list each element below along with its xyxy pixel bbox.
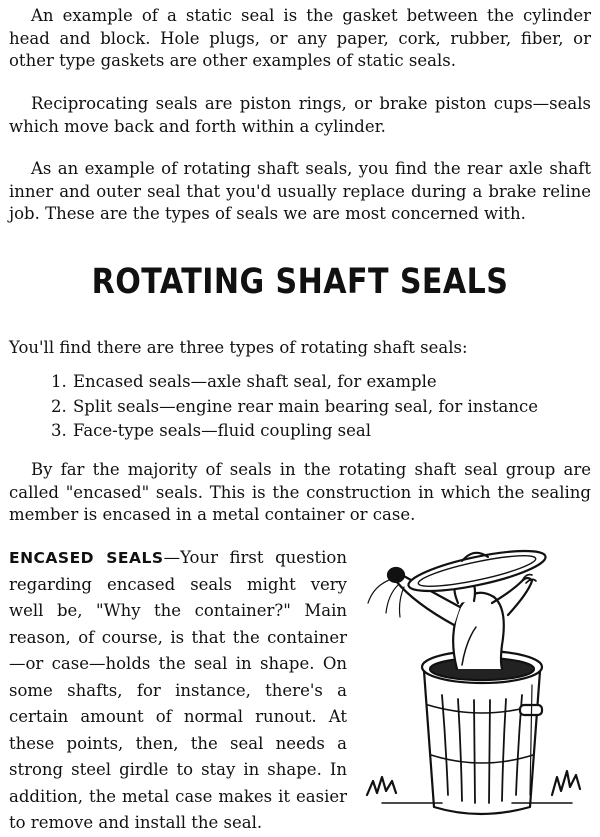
list-item bbox=[51, 395, 538, 420]
list-number: 2. bbox=[51, 396, 67, 416]
section-heading: ROTATING SHAFT SEALS bbox=[91, 262, 509, 302]
encased-seals-runin: ENCASED SEALS bbox=[9, 549, 164, 567]
majority-paragraph: By far the majority of seals in the rotating shaft seal group are called "encased" seals. This is the construction in which the sealing member is encased in a metal container or case. bbox=[9, 460, 591, 524]
encased-seals-text: —Your first question regarding encased seals might very well be, "Why the container?" Main reason, of course, is that the container—or case—holds the seal in shape. On some shafts, for instance, there's a certain amount of normal runout. At these points, then, the seal needs a strong steel girdle to stay in shape. In addition, the metal case makes it easier to remove and install the seal. bbox=[9, 548, 347, 832]
list-item bbox=[51, 370, 538, 395]
seal-types-list bbox=[51, 370, 538, 444]
rotating-seal-paragraph: As an example of rotating shaft seals, you find the rear axle shaft inner and outer seal that you'd usually replace during a brake reline job. These are the types of seals we are most concerned with. bbox=[9, 159, 591, 223]
types-intro: You'll find there are three types of rotating shaft seals: bbox=[9, 338, 468, 357]
list-text: Face-type seals—fluid coupling seal bbox=[73, 421, 371, 440]
list-number: 3. bbox=[51, 421, 67, 440]
static-seal-paragraph: An example of a static seal is the gasket between the cylinder head and block. Hole plugs, or any paper, cork, rubber, fiber, or other type gaskets are other examples of static seals. bbox=[9, 6, 591, 70]
list-item bbox=[51, 419, 538, 444]
reciprocating-seal-paragraph: Reciprocating seals are piston rings, or brake piston cups—seals which move back and forth within a cylinder. bbox=[9, 94, 591, 136]
cartoon-mouse-in-trash-can-icon bbox=[362, 545, 594, 823]
encased-seals-paragraph bbox=[9, 545, 347, 837]
list-text: Encased seals—axle shaft seal, for example bbox=[73, 372, 437, 391]
list-number: 1. bbox=[51, 372, 67, 391]
list-text: Split seals—engine rear main bearing seal, for instance bbox=[73, 396, 538, 416]
